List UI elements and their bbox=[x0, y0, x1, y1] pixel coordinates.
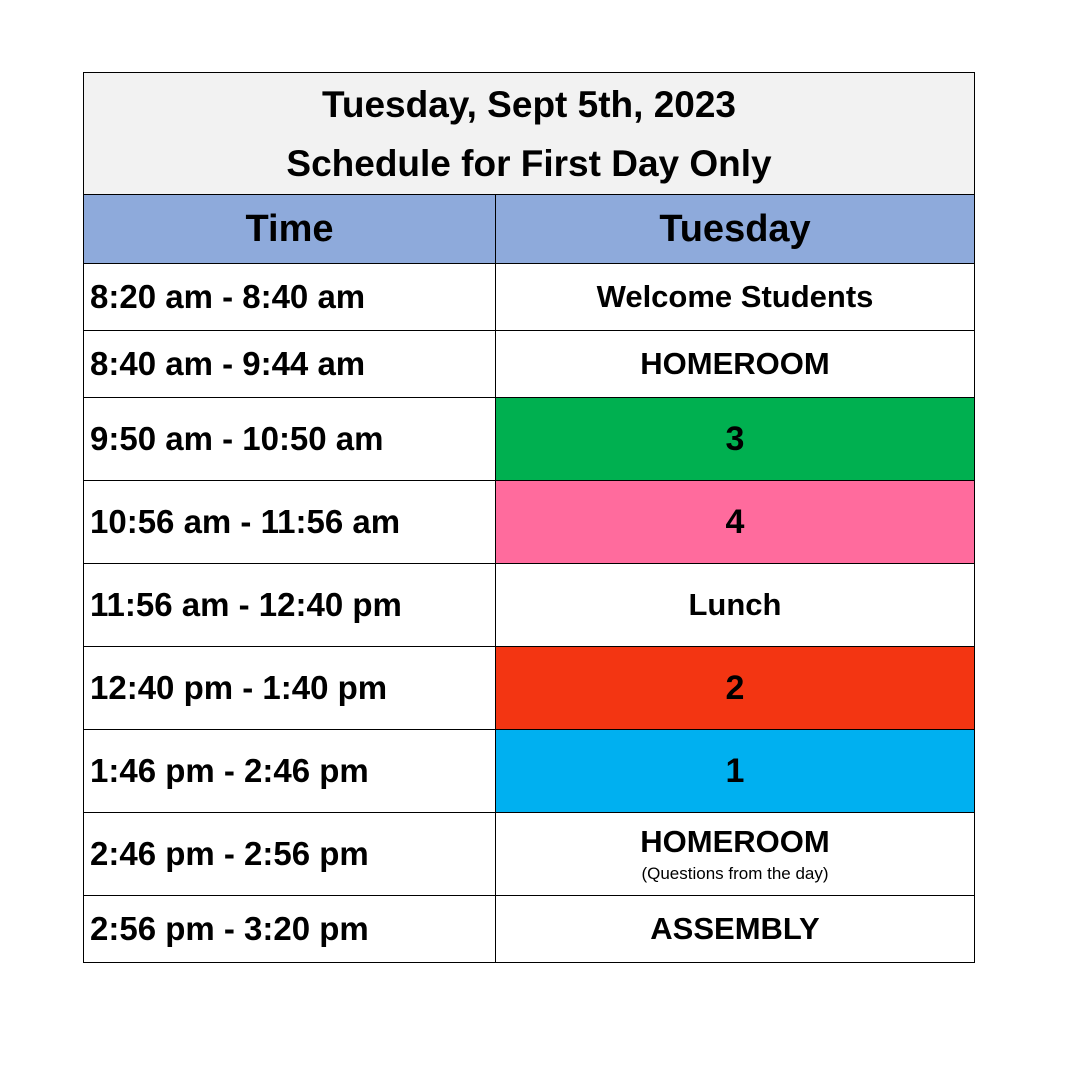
table-row bbox=[84, 481, 975, 564]
table-row bbox=[84, 331, 975, 398]
header-row bbox=[84, 195, 975, 264]
time-cell: 8:40 am - 9:44 am bbox=[84, 331, 496, 398]
time-cell: 11:56 am - 12:40 pm bbox=[84, 564, 496, 647]
table-row bbox=[84, 813, 975, 896]
table-row bbox=[84, 564, 975, 647]
time-cell: 2:46 pm - 2:56 pm bbox=[84, 813, 496, 896]
table-row bbox=[84, 896, 975, 963]
period-1-cell: 1 bbox=[496, 730, 975, 813]
period-2-cell: 2 bbox=[496, 647, 975, 730]
table-row bbox=[84, 264, 975, 331]
table-row bbox=[84, 647, 975, 730]
time-cell: 1:46 pm - 2:46 pm bbox=[84, 730, 496, 813]
time-cell: 9:50 am - 10:50 am bbox=[84, 398, 496, 481]
event-cell: HOMEROOM bbox=[496, 331, 975, 398]
schedule-title bbox=[84, 73, 975, 195]
day-column-header: Tuesday bbox=[496, 195, 975, 264]
event-note: (Questions from the day) bbox=[641, 864, 829, 883]
table-row bbox=[84, 398, 975, 481]
event-label: HOMEROOM bbox=[640, 824, 830, 859]
event-cell: Welcome Students bbox=[496, 264, 975, 331]
homeroom-questions-cell bbox=[496, 813, 975, 896]
title-row bbox=[84, 73, 975, 195]
time-column-header: Time bbox=[84, 195, 496, 264]
period-4-cell: 4 bbox=[496, 481, 975, 564]
schedule-table bbox=[83, 72, 975, 963]
time-cell: 12:40 pm - 1:40 pm bbox=[84, 647, 496, 730]
title-date: Tuesday, Sept 5th, 2023 bbox=[322, 83, 737, 125]
time-cell: 10:56 am - 11:56 am bbox=[84, 481, 496, 564]
table-row bbox=[84, 730, 975, 813]
lunch-cell: Lunch bbox=[496, 564, 975, 647]
period-3-cell: 3 bbox=[496, 398, 975, 481]
assembly-cell: ASSEMBLY bbox=[496, 896, 975, 963]
title-subtitle: Schedule for First Day Only bbox=[286, 142, 772, 184]
time-cell: 8:20 am - 8:40 am bbox=[84, 264, 496, 331]
time-cell: 2:56 pm - 3:20 pm bbox=[84, 896, 496, 963]
